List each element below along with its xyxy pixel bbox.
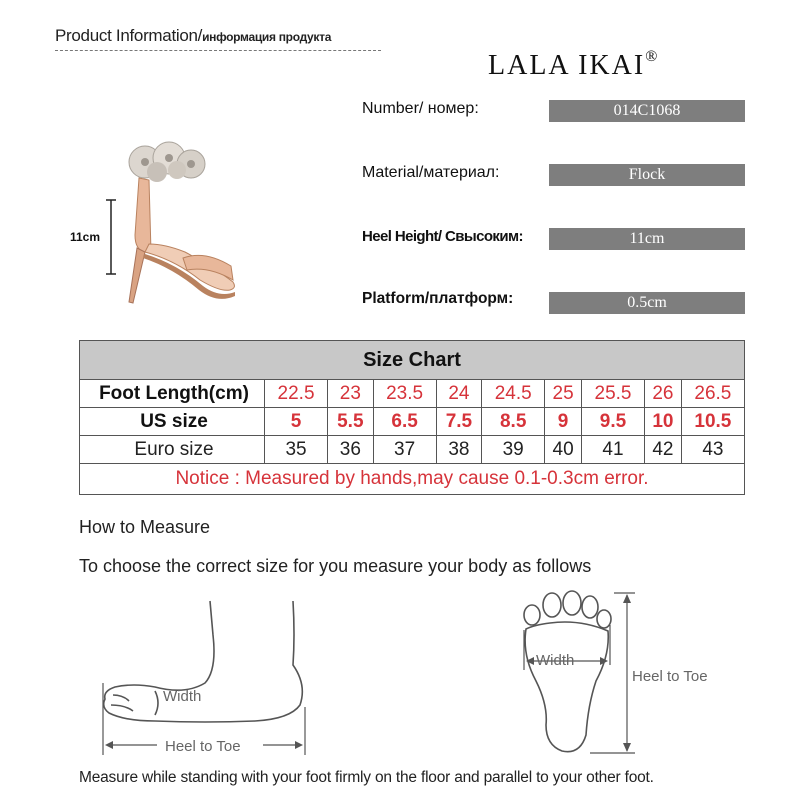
us-size-cell: 9.5 xyxy=(581,408,644,436)
how-to-heading: How to Measure xyxy=(79,517,211,537)
heel-dimension-label: 11cm xyxy=(70,230,101,244)
us-size-cell: 8.5 xyxy=(482,408,545,436)
side-width-label: Width xyxy=(163,688,202,705)
header-title-en: Product Information/ xyxy=(55,26,203,45)
foot-length-cell: 23 xyxy=(328,380,374,408)
foot-length-cell: 25.5 xyxy=(581,380,644,408)
sole-length-label: Heel to Toe xyxy=(632,668,708,685)
us-size-cell: 7.5 xyxy=(436,408,482,436)
foot-length-cell: 23.5 xyxy=(373,380,436,408)
brand-name: LALA IKAI xyxy=(488,50,646,81)
us-size-cell: 5 xyxy=(265,408,328,436)
foot-side-diagram xyxy=(95,595,325,765)
euro-size-row xyxy=(80,436,745,464)
us-size-cell: 5.5 xyxy=(328,408,374,436)
euro-size-cell: 37 xyxy=(373,436,436,464)
foot-length-cell: 25 xyxy=(545,380,582,408)
euro-size-cell: 35 xyxy=(265,436,328,464)
spec-label-platform: Platform/платформ: xyxy=(362,290,514,307)
euro-size-cell: 39 xyxy=(482,436,545,464)
spec-value-platform: 0.5cm xyxy=(549,292,745,314)
foot-length-cell: 26 xyxy=(645,380,682,408)
side-length-label: Heel to Toe xyxy=(165,738,241,755)
euro-size-cell: 40 xyxy=(545,436,582,464)
euro-size-label: Euro size xyxy=(80,436,265,464)
euro-size-cell: 43 xyxy=(681,436,744,464)
spec-label-heel-height: Heel Height/ Свысоким: xyxy=(362,228,523,245)
header-title xyxy=(55,26,331,46)
spec-label-material: Material/материал: xyxy=(362,164,500,181)
header-title-ru: информация продукта xyxy=(202,30,332,44)
size-chart-table xyxy=(79,340,745,495)
spec-value-number: 014C1068 xyxy=(549,100,745,122)
jewel-strap xyxy=(129,142,205,182)
spec-value-heel-height: 11cm xyxy=(549,228,745,250)
foot-length-cell: 22.5 xyxy=(265,380,328,408)
us-size-row xyxy=(80,408,745,436)
foot-side-outline xyxy=(104,601,303,722)
euro-size-cell: 38 xyxy=(436,436,482,464)
how-to-intro: To choose the correct size for you measure your body as follows xyxy=(79,556,592,576)
foot-length-cell: 26.5 xyxy=(681,380,744,408)
foot-length-label: Foot Length(cm) xyxy=(80,380,265,408)
header-divider xyxy=(55,50,381,51)
us-size-cell: 10 xyxy=(645,408,682,436)
foot-sole-outline xyxy=(524,591,611,752)
measure-footnote: Measure while standing with your foot firmly on the floor and parallel to your other foot. xyxy=(79,769,654,786)
sole-width-label: Width xyxy=(536,652,575,669)
sandal-photo xyxy=(105,140,245,310)
euro-size-cell: 42 xyxy=(645,436,682,464)
size-chart-title: Size Chart xyxy=(80,341,745,380)
registered-mark: ® xyxy=(645,48,660,65)
foot-sole-diagram xyxy=(510,585,750,760)
us-size-label: US size xyxy=(80,408,265,436)
foot-length-cell: 24 xyxy=(436,380,482,408)
spec-label-number: Number/ номер: xyxy=(362,100,479,117)
us-size-cell: 6.5 xyxy=(373,408,436,436)
measurement-notice: Notice : Measured by hands,may cause 0.1-0.3cm error. xyxy=(80,464,745,495)
spec-value-material: Flock xyxy=(549,164,745,186)
euro-size-cell: 41 xyxy=(581,436,644,464)
euro-size-cell: 36 xyxy=(328,436,374,464)
us-size-cell: 9 xyxy=(545,408,582,436)
foot-length-row xyxy=(80,380,745,408)
brand-logo xyxy=(488,50,659,82)
foot-length-cell: 24.5 xyxy=(482,380,545,408)
us-size-cell: 10.5 xyxy=(681,408,744,436)
